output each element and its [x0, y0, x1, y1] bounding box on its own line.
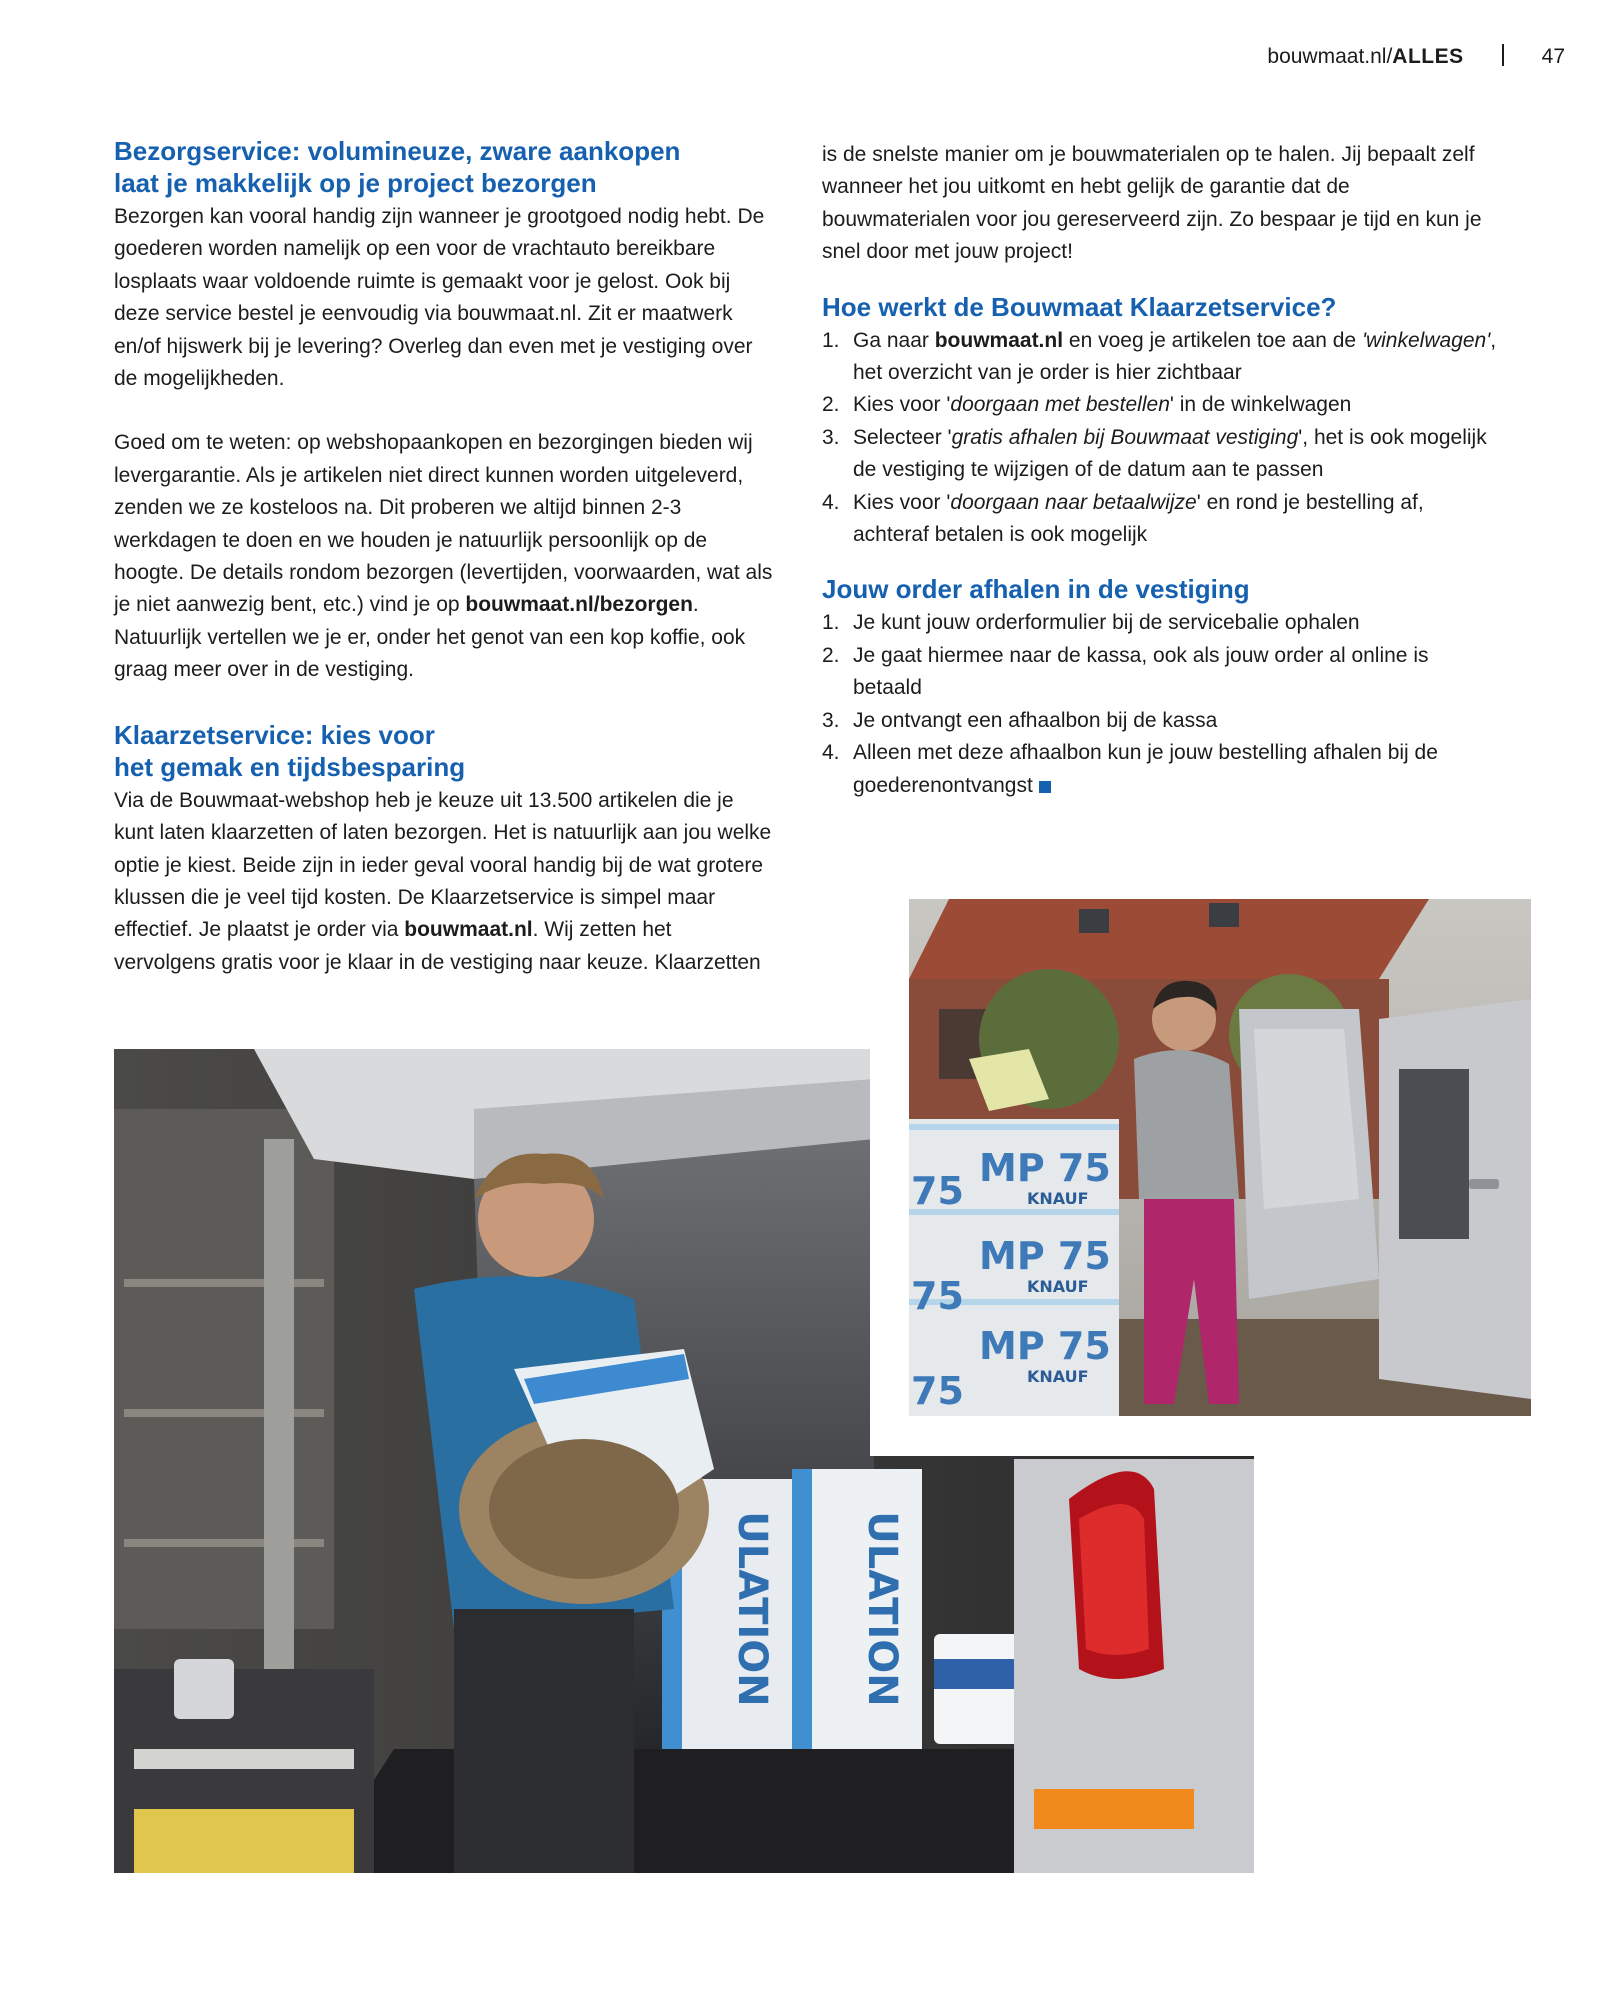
list-emphasis: 'winkelwagen' — [1361, 328, 1491, 352]
link-bouwmaat-step[interactable]: bouwmaat.nl — [934, 328, 1064, 352]
section-heading-afhalen: Jouw order afhalen in de vestiging — [822, 574, 1250, 605]
list-text: en voeg je artikelen toe aan de — [1063, 328, 1362, 352]
list-number: 1. — [822, 328, 840, 352]
list-emphasis: doorgaan met bestellen — [950, 393, 1170, 417]
header-divider — [1502, 44, 1504, 66]
paragraph-goed-om-te-weten — [114, 427, 774, 686]
pack-label: ULATION — [859, 1511, 905, 1707]
list-text: Je ontvangt een afhaalbon bij de kassa — [853, 708, 1218, 732]
bag-label: 75 — [911, 1369, 964, 1413]
bag-label: MP 75 — [979, 1324, 1111, 1368]
paragraph-text: . Wij zetten het vervolgens gratis voor je klaar in de vestiging naar keuze. Klaarzetten — [114, 918, 761, 974]
heading-line: laat je makkelijk op je project bezorgen — [114, 168, 597, 198]
bag-label: 75 — [911, 1274, 964, 1318]
link-bezorgen[interactable]: bouwmaat.nl/bezorgen — [465, 593, 693, 617]
list-emphasis: gratis afhalen bij Bouwmaat vestiging — [951, 425, 1299, 449]
site-name — [1267, 45, 1463, 68]
list-text: Je gaat hiermee naar de kassa, ook als jouw order al online is betaald — [853, 643, 1429, 700]
list-number: 2. — [822, 643, 840, 667]
paragraph-bezorgen: Bezorgen kan vooral handig zijn wanneer je grootgoed nodig hebt. De goederen worden namelijk op een voor de vrachtauto bereikbare losplaats waar voldoende ruimte is gemaakt voor je gelost. Ook bij deze service bestel je eenvoudig via bouwmaat.nl. Zit er maatwerk en/of hijswerk bij je levering? Overleg dan even met je vestiging over de mogelijkheden. — [114, 205, 765, 391]
heading-line: Bezorgservice: volumineuze, zware aankopen — [114, 136, 681, 166]
list-text: Kies voor ' — [853, 393, 951, 417]
list-item — [822, 389, 1502, 421]
list-item — [822, 325, 1502, 390]
list-text: Je kunt jouw orderformulier bij de servicebalie ophalen — [853, 611, 1360, 635]
end-mark-icon — [1039, 781, 1051, 793]
list-number: 4. — [822, 490, 840, 514]
link-bouwmaat[interactable]: bouwmaat.nl — [404, 918, 533, 942]
list-text: Alleen met deze afhaalbon kun je jouw bestelling afhalen bij de goederenontvangst — [853, 741, 1438, 797]
photo-woman-mp75 — [909, 899, 1531, 1416]
paragraph-text: Goed om te weten: op webshopaankopen en bezorgingen bieden wij levergarantie. Als je artikelen niet direct kunnen worden uitgeleverd, zenden we ze kosteloos na. Dit proberen we altijd binnen 2-3 werkdagen te doen en we houden je natuurlijk persoonlijk op de hoogte. De details rondom bezorgen (levertijden, voorwaarden, wat als je niet aanwezig bent, etc.) vind je op — [114, 431, 773, 617]
bag-brand: KNAUF — [1027, 1367, 1089, 1386]
paragraph-continuation: is de snelste manier om je bouwmaterialen op te halen. Jij bepaalt zelf wanneer het jou uitkomt en hebt gelijk de garantie dat de bouwmaterialen voor jou gereserveerd zijn. Zo bespaar je tijd en kun je snel door met jouw project! — [822, 143, 1482, 264]
list-number: 1. — [822, 611, 840, 635]
list-number: 3. — [822, 708, 840, 732]
paragraph-klaarzetten — [114, 785, 774, 979]
list-item — [822, 640, 1502, 705]
list-item — [822, 607, 1502, 639]
bag-brand: KNAUF — [1027, 1189, 1089, 1208]
list-text: Ga naar — [853, 328, 935, 352]
left-column — [114, 135, 774, 979]
bag-label: 75 — [911, 1169, 964, 1213]
paragraph-text: . Natuurlijk vertellen we je er, onder het genot van een kop koffie, ook graag meer over in de vestiging. — [114, 593, 746, 682]
list-text: , het overzicht van je order is hier zichtbaar — [853, 328, 1497, 385]
paragraph-text: Via de Bouwmaat-webshop heb je keuze uit 13.500 artikelen die je kunt laten klaarzetten of laten bezorgen. Het is natuurlijk aan jou welke optie je kiest. Beide zijn in ieder geval vooral handig bij de wat grotere klussen die je veel tijd kosten. De Klaarzetservice is simpel maar effectief. Je plaatst je order via — [114, 788, 772, 942]
site-section: ALLES — [1392, 45, 1464, 68]
section-heading-bezorgservice — [114, 135, 774, 199]
list-text: ' en rond je bestelling af, achteraf betalen is ook mogelijk — [853, 490, 1424, 547]
pack-label: ULATION — [729, 1511, 775, 1707]
page-header — [1100, 44, 1565, 69]
list-item — [822, 737, 1502, 802]
list-text: Selecteer ' — [853, 425, 952, 449]
list-emphasis: doorgaan naar betaalwijze — [950, 490, 1197, 514]
list-number: 4. — [822, 741, 840, 765]
list-item — [822, 487, 1502, 552]
list-item — [822, 422, 1502, 487]
bag-label: MP 75 — [979, 1234, 1111, 1278]
page-number: 47 — [1541, 45, 1565, 68]
heading-line: het gemak en tijdsbesparing — [114, 751, 466, 782]
bag-label: MP 75 — [979, 1146, 1111, 1190]
steps-klaarzetservice — [822, 325, 1502, 552]
list-text: ', het is ook mogelijk de vestiging te wijzigen of de datum aan te passen — [853, 425, 1487, 482]
photo-woman-mp75-illustration — [909, 899, 1531, 1416]
section-heading-klaarzetservice — [114, 719, 774, 783]
site-prefix: bouwmaat.nl/ — [1267, 45, 1393, 68]
steps-afhalen — [822, 607, 1502, 801]
bag-brand: KNAUF — [1027, 1277, 1089, 1296]
heading-line: Klaarzetservice: kies voor — [114, 719, 435, 750]
list-text: Kies voor ' — [853, 490, 951, 514]
right-column — [822, 139, 1502, 802]
list-number: 3. — [822, 425, 840, 449]
list-number: 2. — [822, 393, 840, 417]
section-heading-hoe-werkt: Hoe werkt de Bouwmaat Klaarzetservice? — [822, 291, 1337, 322]
list-item — [822, 705, 1502, 737]
list-text: ' in de winkelwagen — [1169, 393, 1352, 417]
